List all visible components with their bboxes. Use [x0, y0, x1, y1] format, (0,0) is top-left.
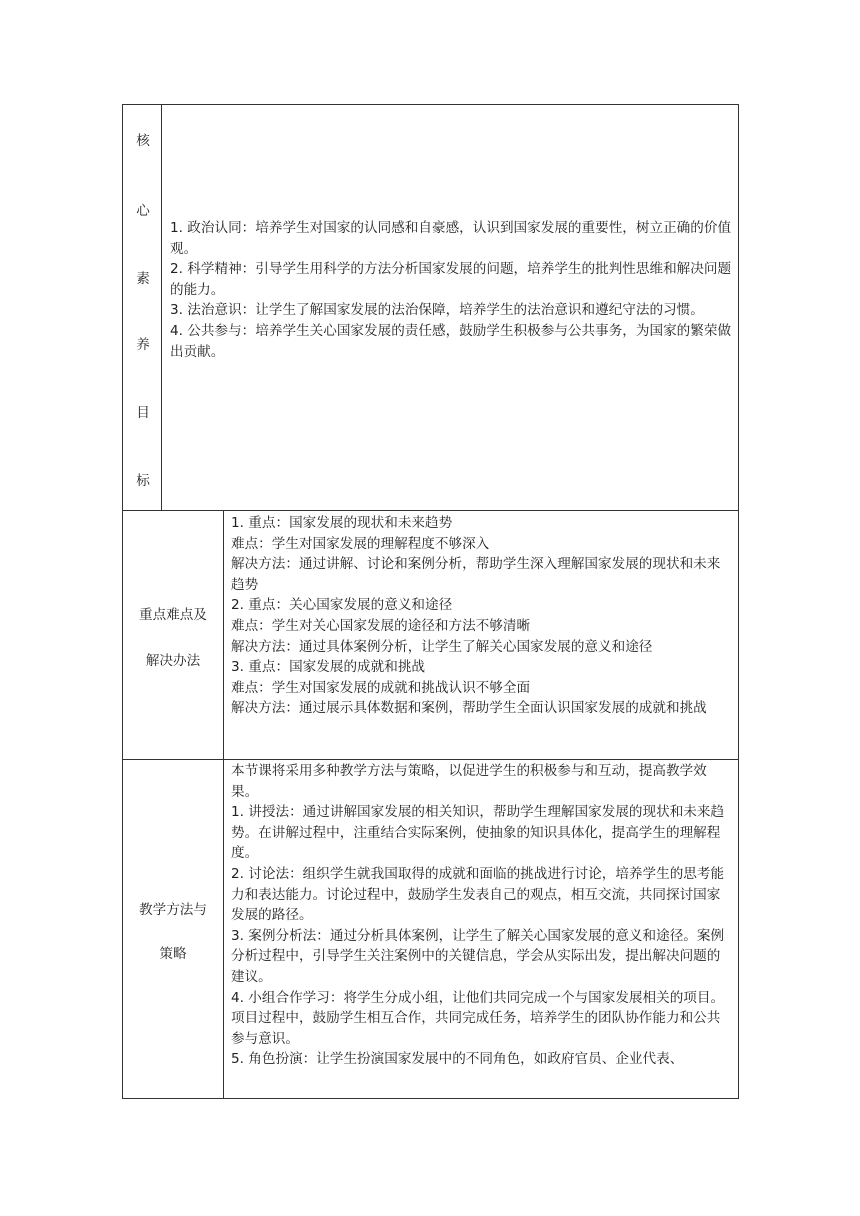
method-paragraph: 本节课将采用多种教学方法与策略，以促进学生的积极参与和互动，提高教学效果。: [231, 763, 707, 800]
methods-content: [231, 761, 733, 1097]
key-point-line: 3. 重点：国家发展的成就和挑战: [231, 659, 426, 676]
methods-label-line: 教学方法与: [139, 902, 207, 918]
method-paragraph: 4. 小组合作学习：将学生分成小组，让他们共同完成一个与国家发展相关的项目。项目过程中，鼓励学生相互合作，共同完成任务，培养学生的团队协作能力和公共参与意识。: [231, 989, 725, 1047]
label-char: 核: [136, 133, 150, 149]
label-char: 心: [136, 203, 150, 219]
key-point-line: 2. 重点：关心国家发展的意义和途径: [231, 597, 453, 614]
method-paragraph: 5. 角色扮演：让学生扮演国家发展中的不同角色，如政府官员、企业代表、: [231, 1051, 684, 1068]
method-paragraph: 2. 讨论法：组织学生就我国取得的成就和面临的挑战进行讨论，培养学生的思考能力和表达能力。讨论过程中，鼓励学生发表自己的观点，相互交流，共同探讨国家发展的路径。: [231, 865, 725, 924]
key-point-line: 解决方法：通过讲解、讨论和案例分析，帮助学生深入理解国家发展的现状和未来趋势: [231, 556, 721, 593]
core-literacy-content: [170, 218, 732, 362]
key-point-line: 难点：学生对关心国家发展的途径和方法不够清晰: [231, 617, 531, 634]
key-points-label-line: 重点难点及: [139, 607, 207, 623]
methods-label-line: 策略: [159, 946, 187, 962]
core-literacy-item: 3. 法治意识：让学生了解国家发展的法治保障，培养学生的法治意识和遵纪守法的习惯。: [170, 302, 704, 319]
core-literacy-label-cell: [123, 105, 161, 510]
key-points-label-cell: [123, 511, 223, 759]
row23-divider: [223, 510, 224, 1099]
table-border-right: [738, 104, 739, 1099]
key-points-label-line: 解决办法: [145, 653, 201, 669]
key-point-line: 解决方法：通过展示具体数据和案例，帮助学生全面认识国家发展的成就和挑战: [231, 700, 707, 717]
methods-label-cell: [123, 760, 223, 1098]
label-char: 目: [136, 405, 150, 421]
core-literacy-item: 2. 科学精神：引导学生用科学的方法分析国家发展的问题，培养学生的批判性思维和解决问题的能力。: [170, 261, 732, 298]
key-point-line: 1. 重点：国家发展的现状和未来趋势: [231, 515, 453, 531]
key-point-line: 难点：学生对国家发展的成就和挑战认识不够全面: [231, 679, 531, 696]
core-literacy-item: 1. 政治认同：培养学生对国家的认同感和自豪感，认识到国家发展的重要性，树立正确的价值观。: [170, 220, 732, 257]
table-border-top: [122, 104, 739, 105]
key-point-line: 难点：学生对国家发展的理解程度不够深入: [231, 535, 490, 552]
method-paragraph: 3. 案例分析法：通过分析具体案例，让学生了解关心国家发展的意义和途径。案例分析过程中，引导学生关注案例中的关键信息，学会从实际出发，提出解决问题的建议。: [231, 927, 725, 985]
label-char: 养: [136, 337, 150, 353]
table-border-bottom: [122, 1098, 739, 1099]
row1-divider: [161, 104, 162, 510]
label-char: 素: [136, 271, 150, 287]
core-literacy-item: 4. 公共参与：培养学生关心国家发展的责任感，鼓励学生积极参与公共事务，为国家的繁荣做出贡献。: [170, 322, 732, 360]
method-paragraph: 1. 讲授法：通过讲解国家发展的相关知识，帮助学生理解国家发展的现状和未来趋势。在讲解过程中，注重结合实际案例，使抽象的知识具体化，提高学生的理解程度。: [231, 804, 725, 862]
key-point-line: 解决方法：通过具体案例分析，让学生了解关心国家发展的意义和途径: [231, 638, 653, 655]
label-char: 标: [136, 473, 150, 489]
key-points-content: [231, 513, 733, 719]
